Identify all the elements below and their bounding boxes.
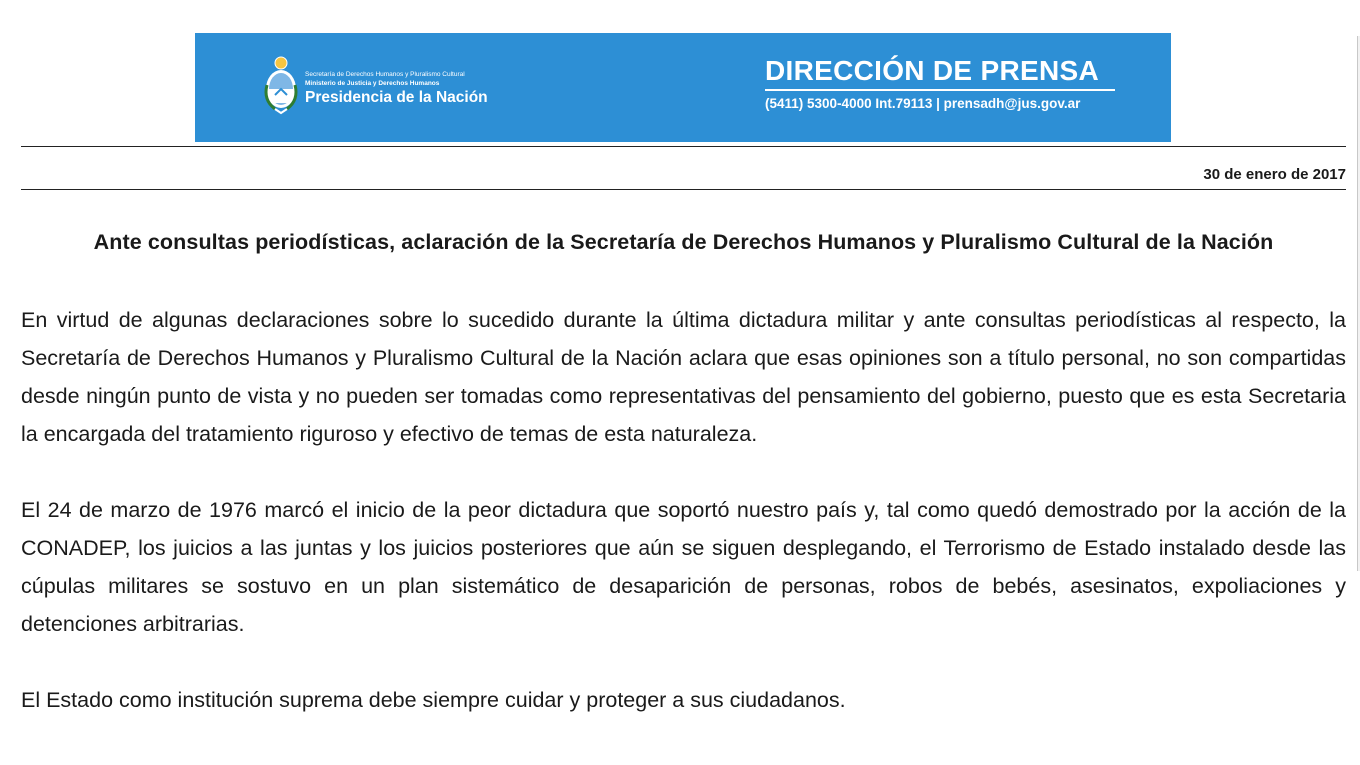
paragraph-2: El 24 de marzo de 1976 marcó el inicio de la peor dictadura que soportó nuestro país y, tal como quedó demostrado por la acción de la CONADEP, los juicios a las juntas y los juicios posteriores que aún se siguen desplegando, el Terrorismo de Estado instalado desde las cúpulas militares se sostuvo en un plan sistemático de desaparición de personas, robos de bebés, asesinatos, expoliaciones y detenciones arbitrarias. bbox=[21, 498, 1346, 636]
release-date: 30 de enero de 2017 bbox=[1203, 166, 1346, 183]
press-banner bbox=[195, 33, 1171, 142]
secretaria-label: Secretaría de Derechos Humanos y Pluralismo Cultural bbox=[305, 71, 465, 78]
presidencia-label: Presidencia de la Nación bbox=[305, 89, 488, 106]
paragraph-3: El Estado como institución suprema debe siempre cuidar y proteger a sus ciudadanos. bbox=[21, 688, 846, 712]
page-title: Ante consultas periodísticas, aclaración de la Secretaría de Derechos Humanos y Pluralismo Cultural de la Nación bbox=[93, 230, 1274, 254]
press-office-title: DIRECCIÓN DE PRENSA bbox=[765, 55, 1099, 86]
coat-of-arms-icon bbox=[261, 55, 301, 115]
press-office-block bbox=[765, 53, 1117, 113]
press-title-underline bbox=[765, 89, 1115, 91]
date-divider bbox=[21, 189, 1346, 190]
paragraph-1: En virtud de algunas declaraciones sobre lo sucedido durante la última dictadura militar y ante consultas periodísticas al respecto, la Secretaría de Derechos Humanos y Pluralismo Cultural de la Nación aclara que esas opiniones son a título personal, no son compartidas desde ningún punto de vista y no pueden ser tomadas como representativas del pensamiento del gobierno, puesto que es esta Secretaria la encargada del tratamiento riguroso y efectivo de temas de esta naturaleza. bbox=[21, 308, 1346, 446]
ministerio-label: Ministerio de Justicia y Derechos Humanos bbox=[305, 80, 440, 87]
top-divider bbox=[21, 146, 1346, 147]
press-contact: (5411) 5300-4000 Int.79113 | prensadh@jus.gov.ar bbox=[765, 96, 1081, 111]
ministry-block bbox=[305, 70, 545, 108]
